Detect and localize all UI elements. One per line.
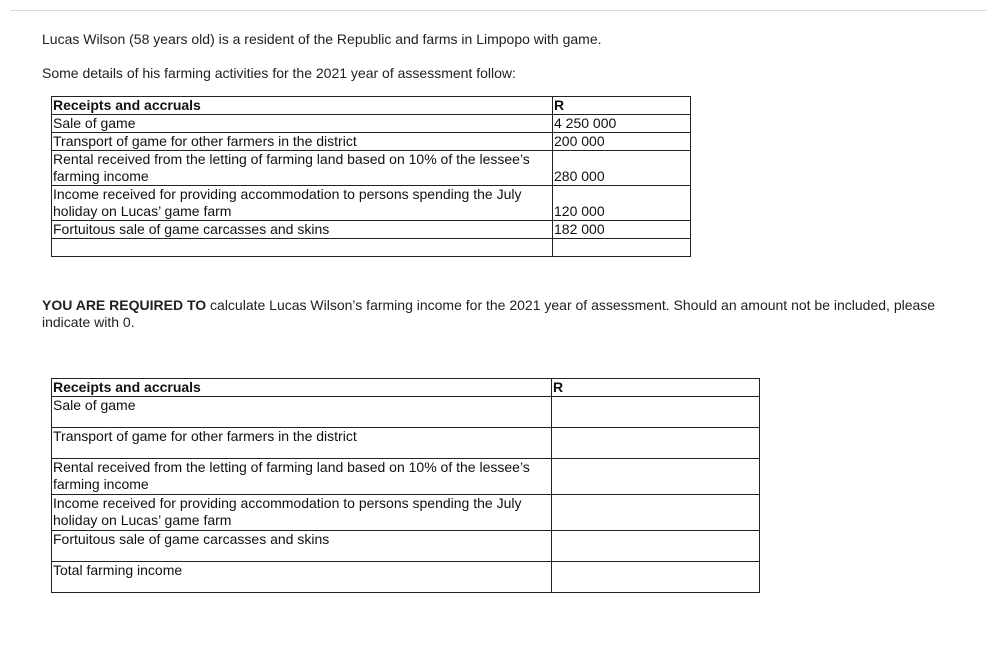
answer-row-transport (52, 428, 760, 459)
answer-input-total[interactable] (552, 562, 759, 592)
intro-text: Lucas Wilson (58 years old) is a resident of the Republic and farms in Limpopo with game. (42, 31, 602, 47)
answer-row-rental (52, 459, 760, 495)
required-instruction (42, 297, 957, 331)
details-table (51, 96, 691, 257)
details-row-amount: 182 000 (553, 221, 691, 239)
details-row-sale-of-game (52, 115, 691, 133)
answer-cell (552, 495, 760, 531)
details-empty-row (52, 239, 691, 257)
top-divider (10, 10, 987, 11)
required-bold: YOU ARE REQUIRED TO (42, 297, 207, 313)
details-intro-text: Some details of his farming activities for the 2021 year of assessment follow: (42, 65, 516, 81)
details-row-rental (52, 151, 691, 186)
answer-cell (552, 459, 760, 495)
details-row-fortuitous-sale (52, 221, 691, 239)
answer-header-row (52, 379, 760, 397)
details-row-transport (52, 133, 691, 151)
answer-header-amount: R (552, 379, 760, 397)
answer-row-label: Rental received from the letting of farming land based on 10% of the lessee’s farming income (52, 459, 552, 495)
answer-table (51, 378, 760, 593)
answer-row-label: Fortuitous sale of game carcasses and skins (52, 531, 552, 562)
details-row-label: Income received for providing accommodation to persons spending the July holiday on Lucas’ game farm (52, 186, 553, 221)
details-empty-cell (553, 239, 691, 257)
answer-row-accommodation (52, 495, 760, 531)
answer-cell (552, 562, 760, 593)
answer-input-accommodation[interactable] (552, 495, 759, 530)
answer-row-total (52, 562, 760, 593)
details-row-label: Fortuitous sale of game carcasses and skins (52, 221, 553, 239)
answer-input-transport[interactable] (552, 428, 759, 458)
details-row-label: Rental received from the letting of farming land based on 10% of the lessee’s farming income (52, 151, 553, 186)
details-header-amount: R (553, 97, 691, 115)
answer-header-label: Receipts and accruals (52, 379, 552, 397)
details-row-amount: 120 000 (553, 186, 691, 221)
answer-row-sale-of-game (52, 397, 760, 428)
answer-row-label: Income received for providing accommodation to persons spending the July holiday on Lucas’ game farm (52, 495, 552, 531)
answer-row-label: Sale of game (52, 397, 552, 428)
answer-input-rental[interactable] (552, 459, 759, 494)
details-row-amount: 200 000 (553, 133, 691, 151)
answer-input-fortuitous-sale[interactable] (552, 531, 759, 561)
details-header-row (52, 97, 691, 115)
answer-input-sale-of-game[interactable] (552, 397, 759, 427)
answer-cell (552, 397, 760, 428)
details-empty-cell (52, 239, 553, 257)
details-header-label: Receipts and accruals (52, 97, 553, 115)
answer-row-label: Transport of game for other farmers in the district (52, 428, 552, 459)
required-text: calculate Lucas Wilson’s farming income for the 2021 year of assessment. Should an amount not be included, please indicate with 0. (42, 297, 936, 330)
details-row-amount: 4 250 000 (553, 115, 691, 133)
details-row-label: Transport of game for other farmers in the district (52, 133, 553, 151)
answer-cell (552, 428, 760, 459)
answer-row-fortuitous-sale (52, 531, 760, 562)
answer-cell (552, 531, 760, 562)
answer-row-label: Total farming income (52, 562, 552, 593)
details-row-label: Sale of game (52, 115, 553, 133)
details-row-amount: 280 000 (553, 151, 691, 186)
details-row-accommodation (52, 186, 691, 221)
